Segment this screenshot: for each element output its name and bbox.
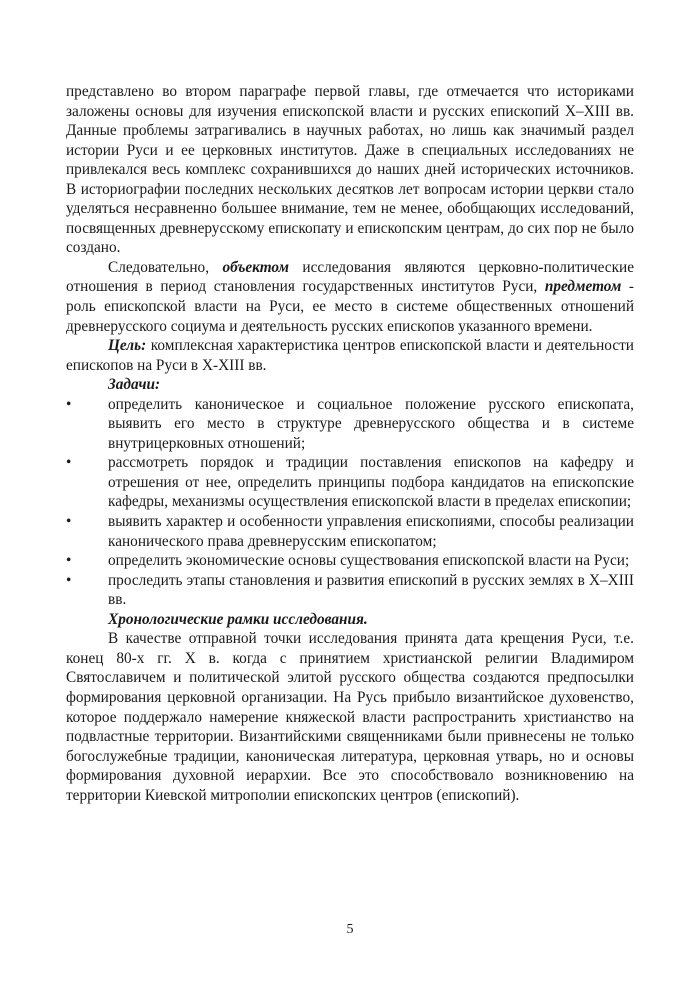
task-text: определить каноническое и социальное положение русского епископата, выявить его место в структуре древнерусского общества и в системе внутрицерковных отношений; — [108, 395, 634, 452]
task-text: выявить характер и особенности управления епископиями, способы реализации канонического права древнерусским епископатом; — [108, 513, 634, 550]
goal-label: Цель: — [108, 337, 147, 355]
goal-text: комплексная характеристика центров епископской власти и деятельности епископов на Руси в X-XIII вв. — [66, 337, 634, 374]
bullet-icon: • — [66, 454, 72, 472]
tasks-heading: Задачи: — [108, 376, 161, 394]
bullet-icon: • — [66, 395, 72, 413]
paragraph-historiography: представлено во втором параграфе первой главы, где отмечается что историками заложены основы для изучения епископской власти и русских епископий X–XIII вв. Данные проблемы затрагивались в научных работах, но лишь как значимый раздел истории Руси и ее церковных институтов. Даже в специальных исследованиях не привлекался весь комплекс сохранившихся до наших дней исторических источников. В историографии последних нескольких десятков лет вопросам истории церкви стало уделяться несравненно большее внимание, тем не менее, обобщающих исследований, посвященных древнерусскому епископату и епископским центрам, до сих пор не было создано. — [66, 83, 634, 257]
text-run: - роль епископской власти на Руси, ее место в системе общественных отношений древнерусского социума и деятельность русских епископов указанного времени. — [66, 278, 634, 335]
text-run: Следовательно, — [108, 258, 223, 276]
term-subject: предметом — [544, 278, 622, 296]
body-text — [66, 82, 634, 805]
task-item — [66, 453, 634, 512]
page-number: 5 — [346, 922, 354, 937]
text-run: исследования являются церковно-политические отношения в период становления государственных институтов Руси, — [66, 258, 634, 296]
task-item — [66, 571, 634, 610]
term-object: объектом — [222, 258, 289, 276]
bullet-icon: • — [66, 513, 72, 531]
task-text: проследить этапы становления и развития епископий в русских землях в X–XIII вв. — [108, 571, 634, 609]
paragraph-object-subject — [66, 258, 634, 336]
task-item — [66, 551, 634, 571]
task-text: определить экономические основы существования епископской власти на Руси; — [108, 552, 630, 570]
bullet-icon: • — [66, 571, 72, 589]
task-item — [66, 512, 634, 551]
chronology-heading: Хронологические рамки исследования. — [108, 610, 368, 628]
task-item — [66, 395, 634, 454]
paragraph-goal — [66, 336, 634, 375]
paragraph-chronology: В качестве отправной точки исследования принята дата крещения Руси, т.е. конец 80-х гг. X в. когда с принятием христианской религии Владимиром Святославичем и политической элитой русского общества создаются предпосылки формирования церковной организации. На Русь прибыло византийское духовенство, которое поддержало намерение княжеской власти распространить христианство на подвластные территории. Византийскими священниками были привнесены не только богослужебные традиции, каноническая литература, церковная утварь, но и основы формирования духовной иерархии. Все это способствовало возникновению на территории Киевской митрополии епископских центров (епископий). — [66, 630, 634, 804]
bullet-icon: • — [66, 552, 72, 570]
task-text: рассмотреть порядок и традиции поставления епископов на кафедру и отрешения от нее, определить принципы подбора кандидатов на епископские кафедры, механизмы осуществления епископской власти в пределах епископии; — [108, 454, 634, 511]
